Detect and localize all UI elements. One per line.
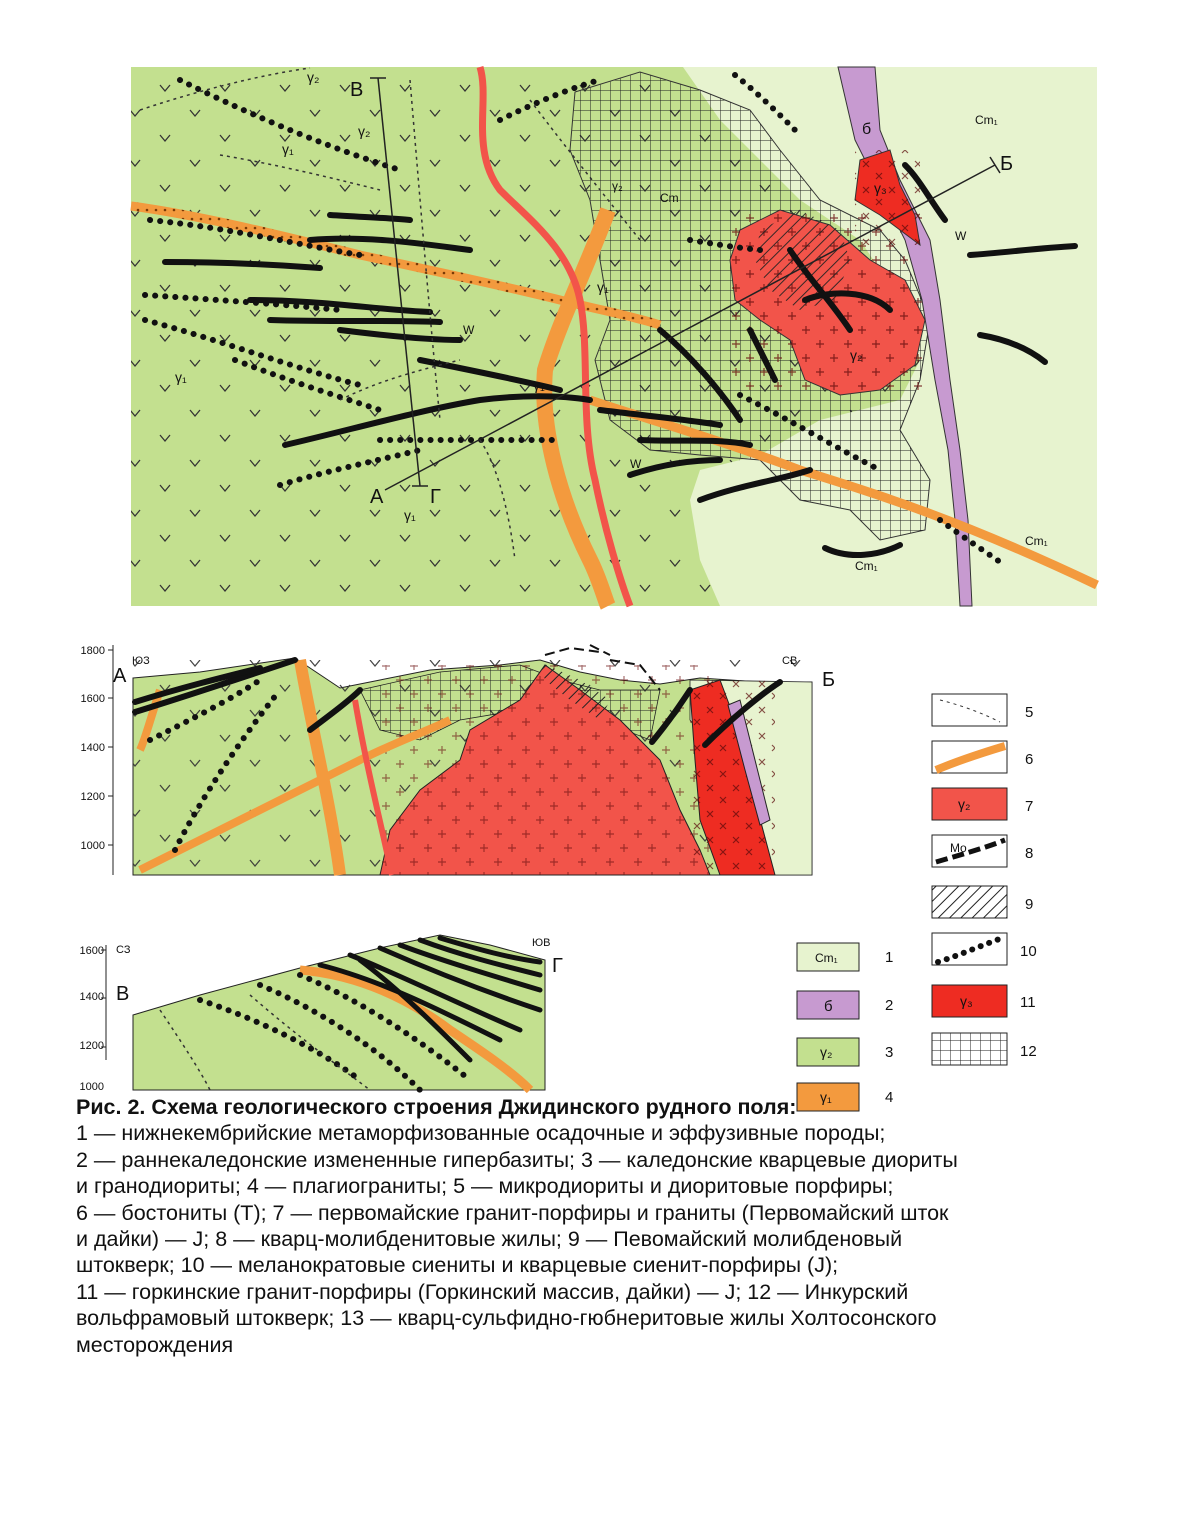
legend-item-3 — [797, 1038, 893, 1066]
geologic-map — [131, 67, 1097, 606]
legend-item-10 — [932, 933, 1037, 965]
caption-line-9: месторождения — [76, 1332, 234, 1357]
label-cm: Cm — [660, 191, 679, 205]
tick-ab-1200: 1200 — [80, 791, 105, 803]
legend-num-5: 5 — [1025, 704, 1034, 721]
section-ab-granite-crosses — [380, 665, 710, 875]
tick-vg-1400: 1400 — [79, 991, 104, 1003]
tick-ab-1600: 1600 — [80, 693, 105, 705]
caption-line-5: и дайки) — J; 8 — кварц-молибденитовые жилы; 9 — Певомайский молибденовый — [76, 1227, 903, 1252]
legend-symbol-2: б — [824, 998, 833, 1015]
legend-num-9: 9 — [1025, 896, 1034, 913]
section-ab-right-letter: Б — [822, 669, 836, 691]
label-cm1-right: Cm₁ — [1025, 534, 1048, 548]
legend-num-1: 1 — [885, 949, 894, 966]
legend-item-13-box — [932, 1080, 1042, 1090]
legend-num-3: 3 — [885, 1044, 894, 1061]
section-v-g — [80, 935, 563, 1093]
legend-symbol-1: Cm₁ — [815, 951, 838, 965]
tick-ab-1400: 1400 — [80, 742, 105, 754]
label-a: А — [370, 486, 384, 508]
figure-caption — [76, 1094, 1156, 1358]
section-vg-right-letter: Г — [552, 955, 563, 977]
tick-ab-1000: 1000 — [80, 840, 105, 852]
tick-vg-1200: 1200 — [79, 1040, 104, 1052]
legend-item-12 — [932, 1033, 1037, 1065]
legend-item-11 — [932, 985, 1036, 1017]
legend-num-6: 6 — [1025, 751, 1034, 768]
legend-symbol-8: Mo — [950, 841, 967, 855]
label-cm1-bottom: Cm₁ — [855, 559, 878, 573]
legend-item-1 — [797, 943, 893, 971]
axis-ab-labels — [81, 645, 105, 852]
legend-symbol-7: γ₂ — [958, 796, 971, 812]
label-sigma: б — [862, 121, 872, 138]
caption-line-7: 11 — горкинские гранит-порфиры (Горкинский массив, дайки) — J; 12 — Инкурский — [76, 1279, 909, 1304]
caption-line-1: 1 — нижнекембрийские метаморфизованные осадочные и эффузивные породы; — [76, 1121, 886, 1146]
caption-line-6: штокверк; 10 — меланократовые сиениты и кварцевые сиенит-порфиры (J); — [76, 1253, 839, 1278]
label-gamma2-c: γ₂ — [612, 179, 623, 193]
label-g: Г — [430, 486, 441, 508]
label-gamma2-a: γ₂ — [307, 69, 320, 85]
axis-vg-labels — [80, 945, 104, 1093]
label-gamma2-b: γ₂ — [358, 123, 371, 139]
legend-num-10: 10 — [1020, 943, 1037, 960]
legend-num-2: 2 — [885, 997, 894, 1014]
legend-item-5 — [932, 694, 1033, 726]
label-w-3: W — [955, 229, 967, 243]
label-gamma2-stock: γ₂ — [850, 347, 863, 363]
caption-title: Рис. 2. Схема геологического строения Джидинского рудного поля: — [76, 1095, 797, 1119]
legend-item-6 — [932, 741, 1033, 773]
section-vg-right-dir: ЮВ — [532, 937, 551, 949]
legend-symbol-3: γ₂ — [820, 1044, 833, 1060]
label-w-1: W — [463, 323, 475, 337]
section-ab-right-dir: СВ — [782, 655, 798, 667]
legend-symbol-4: γ₁ — [820, 1089, 832, 1105]
section-ab-left-letter: А — [113, 665, 127, 687]
legend-num-4: 4 — [885, 1089, 894, 1106]
label-b: Б — [1000, 153, 1014, 175]
caption-line-8: вольфрамовый штокверк; 13 — кварц-сульфидно-гюбнеритовые жилы Холтосонского — [76, 1306, 937, 1331]
label-gamma1-a: γ₁ — [282, 141, 294, 157]
section-vg-left-dir: СЗ — [116, 944, 131, 956]
caption-line-4: 6 — бостониты (Т); 7 — первомайские гранит-порфиры и граниты (Первомайский шток — [76, 1200, 949, 1225]
section-ab-left-dir: ЮЗ — [132, 655, 150, 667]
tick-ab-1800: 1800 — [80, 645, 105, 657]
label-v: В — [350, 79, 364, 101]
legend-num-12: 12 — [1020, 1043, 1037, 1060]
section-a-b — [81, 645, 836, 875]
legend-symbol-11: γ₃ — [960, 993, 973, 1009]
legend-item-2 — [797, 991, 893, 1019]
legend-num-8: 8 — [1025, 845, 1034, 862]
legend-item-8 — [932, 835, 1033, 867]
label-cm1-top: Cm₁ — [975, 113, 998, 127]
section-vg-left-letter: В — [116, 983, 130, 1005]
label-gamma3: γ₃ — [874, 180, 887, 196]
caption-line-2: 2 — раннекаледонские измененные гипербазиты; 3 — каледонские кварцевые диориты — [76, 1147, 958, 1172]
legend-num-11: 11 — [1020, 994, 1036, 1011]
legend-item-7 — [932, 788, 1033, 820]
legend-num-7: 7 — [1025, 798, 1034, 815]
caption-line-3: и гранодиориты; 4 — плагиограниты; 5 — микродиориты и диоритовые порфиры; — [76, 1174, 894, 1199]
label-gamma1-c: γ₁ — [404, 507, 416, 523]
label-w-2: W — [630, 457, 642, 471]
tick-vg-1600: 1600 — [79, 945, 104, 957]
legend — [797, 694, 1037, 1111]
label-gamma1-d: γ₁ — [597, 279, 609, 295]
legend-item-9 — [932, 886, 1033, 918]
label-gamma1-e: γ₁ — [533, 377, 545, 393]
gorkinsky-x-pattern — [855, 150, 920, 245]
tick-vg-1000: 1000 — [79, 1081, 104, 1093]
label-gamma1-b: γ₁ — [175, 369, 187, 385]
